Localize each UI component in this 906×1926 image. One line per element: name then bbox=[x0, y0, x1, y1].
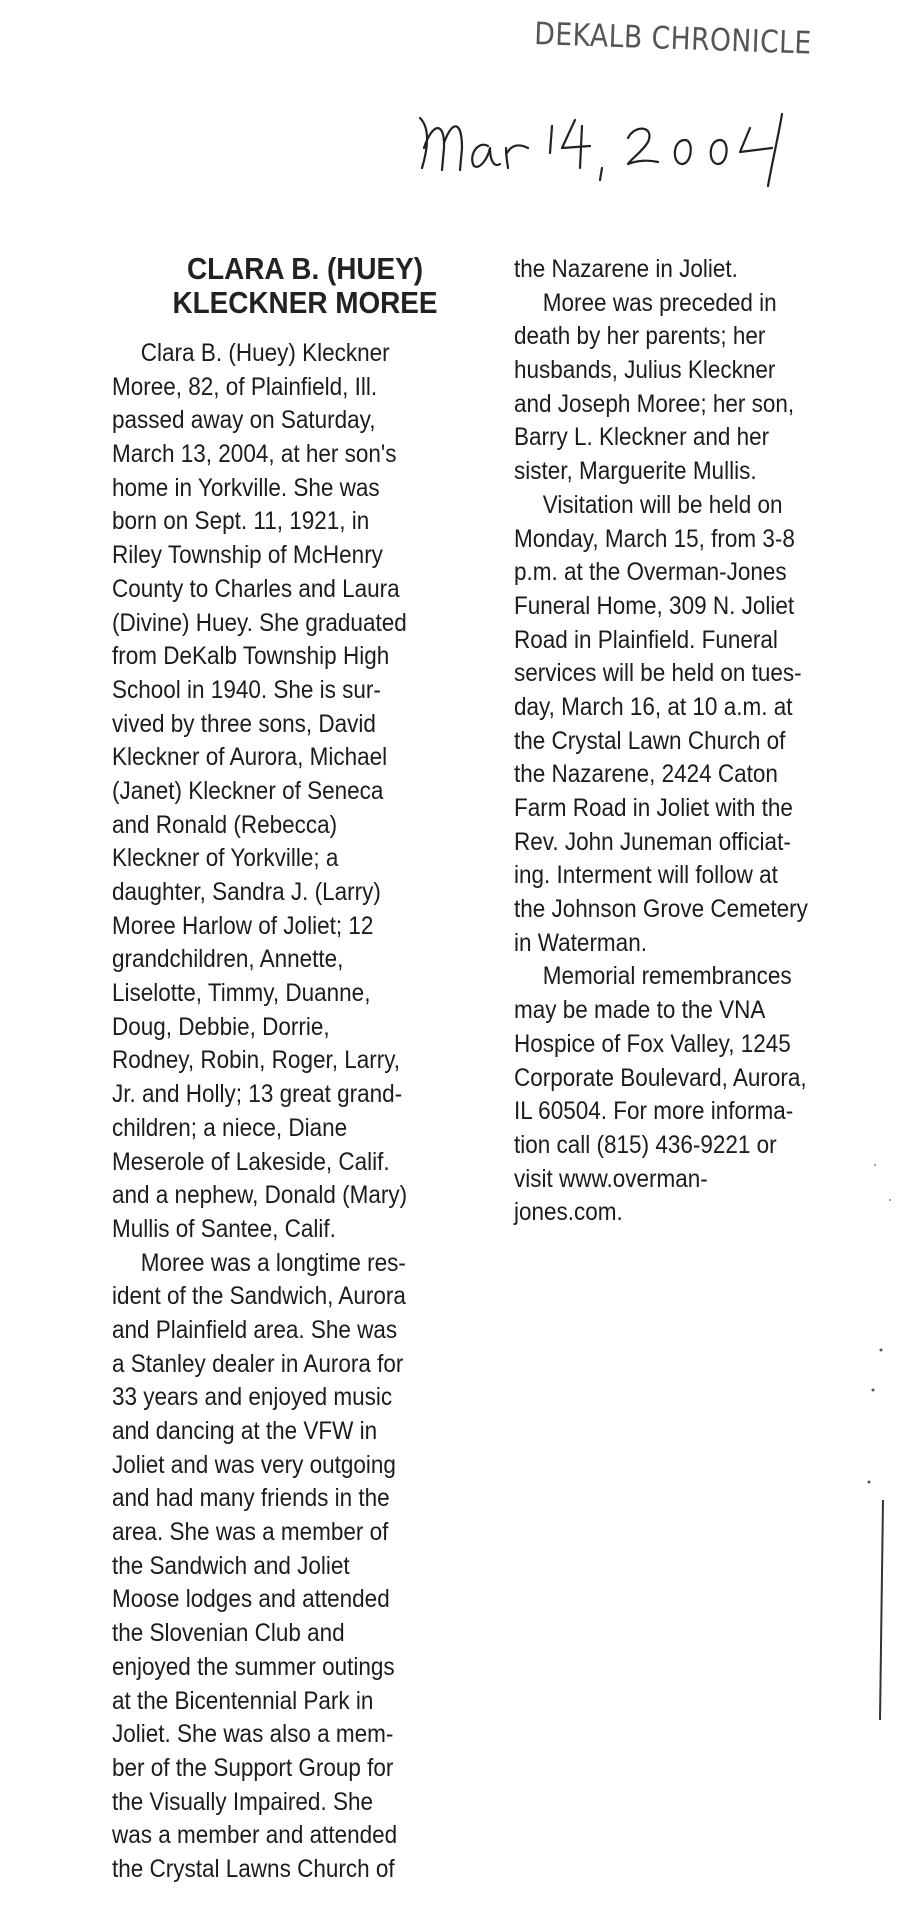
obituary-column-2 bbox=[514, 253, 841, 1230]
text-line: from DeKalb Township High bbox=[112, 642, 390, 671]
text-line: Moree was a longtime res- bbox=[140, 1248, 406, 1277]
text-line: and Joseph Moree; her son, bbox=[514, 389, 795, 418]
obituary-headline bbox=[166, 252, 445, 320]
text-line: Jr. and Holly; 13 great grand- bbox=[112, 1080, 403, 1109]
text-line: (Janet) Kleckner of Seneca bbox=[112, 776, 384, 805]
text-line: services will be held on tues- bbox=[514, 659, 802, 688]
text-line: Moree Harlow of Joliet; 12 bbox=[112, 911, 374, 940]
text-line: Rev. John Juneman officiat- bbox=[514, 827, 791, 856]
text-line: grandchildren, Annette, bbox=[112, 945, 344, 974]
text-line: ing. Interment will follow at bbox=[514, 861, 778, 890]
text-line: Corporate Boulevard, Aurora, bbox=[514, 1063, 807, 1092]
text-line: and a nephew, Donald (Mary) bbox=[112, 1181, 408, 1210]
text-line: the Crystal Lawn Church of bbox=[514, 726, 786, 755]
text-line: Visitation will be held on bbox=[542, 490, 783, 519]
text-line: Moree was preceded in bbox=[542, 288, 777, 317]
text-line: Hospice of Fox Valley, 1245 bbox=[514, 1029, 791, 1058]
text-line: the Crystal Lawns Church of bbox=[112, 1854, 395, 1883]
text-line: the Slovenian Club and bbox=[112, 1619, 345, 1648]
text-line: daughter, Sandra J. (Larry) bbox=[112, 878, 381, 906]
text-line: County to Charles and Laura bbox=[112, 574, 400, 603]
text-line: home in Yorkville. She was bbox=[112, 473, 380, 502]
text-line: Memorial remembrances bbox=[542, 962, 792, 991]
text-line: Joliet and was very outgoing bbox=[112, 1450, 396, 1479]
headline-line: CLARA B. (HUEY) bbox=[186, 251, 424, 286]
newspaper-stamp: DEKALB CHRONICLE bbox=[533, 16, 813, 62]
text-line: the Nazarene in Joliet. bbox=[514, 255, 738, 283]
text-line: the Johnson Grove Cemetery bbox=[514, 895, 808, 924]
text-line: Meserole of Lakeside, Calif. bbox=[112, 1147, 390, 1176]
text-line: visit www.overman- bbox=[514, 1164, 708, 1193]
text-line: Funeral Home, 309 N. Joliet bbox=[514, 591, 795, 620]
text-line: March 13, 2004, at her son's bbox=[112, 440, 397, 469]
text-line: vived by three sons, David bbox=[112, 709, 376, 738]
text-line: Mullis of Santee, Calif. bbox=[112, 1214, 336, 1243]
text-line: Riley Township of McHenry bbox=[112, 541, 383, 570]
text-line: 33 years and enjoyed music bbox=[112, 1383, 393, 1412]
text-line: husbands, Julius Kleckner bbox=[514, 356, 776, 385]
text-line: in Waterman. bbox=[514, 928, 647, 957]
text-line: Kleckner of Aurora, Michael bbox=[112, 743, 388, 772]
text-line: and had many friends in the bbox=[112, 1484, 390, 1513]
handwritten-date bbox=[410, 108, 890, 198]
text-line: jones.com. bbox=[514, 1198, 623, 1227]
text-line: Rodney, Robin, Roger, Larry, bbox=[112, 1046, 401, 1075]
text-line: day, March 16, at 10 a.m. at bbox=[514, 692, 793, 721]
text-line: tion call (815) 436-9221 or bbox=[514, 1130, 777, 1159]
text-line: Barry L. Kleckner and her bbox=[514, 423, 770, 452]
text-line: sister, Marguerite Mullis. bbox=[514, 457, 757, 486]
text-line: a Stanley dealer in Aurora for bbox=[112, 1349, 404, 1378]
text-line: Liselotte, Timmy, Duanne, bbox=[112, 979, 371, 1008]
text-line: IL 60504. For more informa- bbox=[514, 1097, 794, 1126]
text-line: was a member and attended bbox=[112, 1821, 398, 1850]
text-line: the Sandwich and Joliet bbox=[112, 1551, 350, 1580]
text-line: Doug, Debbie, Dorrie, bbox=[112, 1012, 330, 1041]
text-line: the Nazarene, 2424 Caton bbox=[514, 760, 778, 789]
text-line: may be made to the VNA bbox=[514, 996, 766, 1025]
text-line: Moree, 82, of Plainfield, Ill. bbox=[112, 372, 378, 401]
text-line: School in 1940. She is sur- bbox=[112, 675, 381, 704]
text-line: Moose lodges and attended bbox=[112, 1585, 390, 1614]
obituary-column-1 bbox=[112, 337, 440, 1887]
text-line: death by her parents; her bbox=[514, 322, 766, 351]
text-line: Road in Plainfield. Funeral bbox=[514, 625, 778, 654]
text-line: area. She was a member of bbox=[112, 1518, 389, 1547]
text-line: children; a niece, Diane bbox=[112, 1113, 348, 1142]
text-line: and Plainfield area. She was bbox=[112, 1315, 398, 1344]
text-line: Kleckner of Yorkville; a bbox=[112, 844, 339, 873]
text-line: and dancing at the VFW in bbox=[112, 1417, 378, 1445]
text-line: ber of the Support Group for bbox=[112, 1753, 394, 1782]
text-line: (Divine) Huey. She graduated bbox=[112, 608, 407, 637]
text-line: born on Sept. 11, 1921, in bbox=[112, 507, 370, 536]
text-line: passed away on Saturday, bbox=[112, 406, 376, 435]
text-line: p.m. at the Overman-Jones bbox=[514, 558, 787, 587]
text-line: and Ronald (Rebecca) bbox=[112, 810, 338, 839]
text-line: Monday, March 15, from 3-8 bbox=[514, 524, 795, 553]
text-line: Farm Road in Joliet with the bbox=[514, 794, 793, 822]
text-line: ident of the Sandwich, Aurora bbox=[112, 1282, 406, 1311]
text-line: the Visually Impaired. She bbox=[112, 1787, 373, 1816]
headline-line: KLECKNER MOREE bbox=[172, 285, 438, 320]
text-line: Joliet. She was also a mem- bbox=[112, 1720, 394, 1749]
text-line: Clara B. (Huey) Kleckner bbox=[140, 339, 390, 367]
text-line: enjoyed the summer outings bbox=[112, 1652, 395, 1681]
text-line: at the Bicentennial Park in bbox=[112, 1686, 374, 1715]
